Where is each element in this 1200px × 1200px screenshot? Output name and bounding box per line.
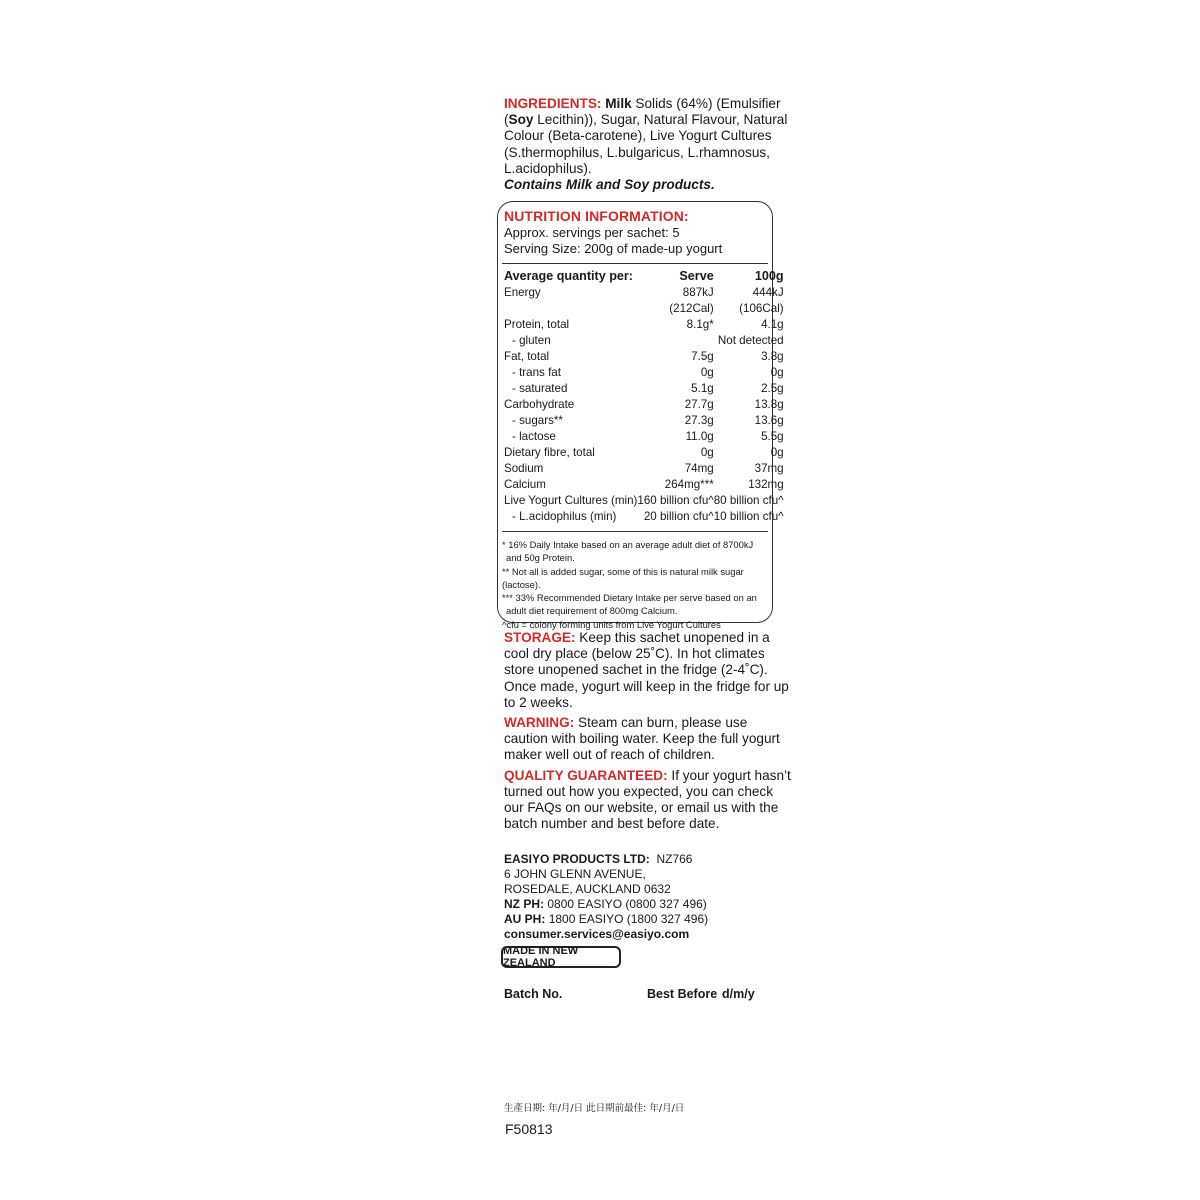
- per-serve-value: 0g: [700, 366, 714, 379]
- per-serve-value: 160 billion cfu^: [637, 494, 714, 507]
- table-header-row: Average quantity per: Serve 100g: [504, 269, 784, 283]
- table-row: [504, 477, 784, 493]
- table-row: [504, 493, 784, 509]
- nutrient-name: - saturated: [512, 382, 568, 395]
- table-row: [504, 461, 784, 477]
- company-details: EASIYO PRODUCTS LTD: NZ766 6 JOHN GLENN AVENUE, ROSEDALE, AUCKLAND 0632 NZ PH: 0800 EASIYO (0800 327 496) AU PH: 1800 EASIYO (1800 327 496) consumer.services@easiyo.com: [504, 852, 709, 941]
- per-serve-value: 5.1g: [691, 382, 714, 395]
- ingredients-section: [504, 96, 794, 193]
- ingredients-paragraph: INGREDIENTS: Milk Solids (64%) (Emulsifier (Soy Lecithin)), Sugar, Natural Flavour, Natural Colour (Beta-carotene), Live Yogurt Cultures (S.thermophilus, L.bulgaricus, L.rhamnosus, L.acidophilus).: [504, 96, 788, 176]
- batch-label: Batch No.: [504, 987, 563, 1001]
- allergen-statement: Contains Milk and Soy products.: [504, 177, 715, 193]
- per-serve-value: 74mg: [684, 462, 714, 475]
- nutrient-name: Calcium: [504, 478, 546, 491]
- footnote-line: ** Not all is added sugar, some of this is natural milk sugar (lactose).: [502, 565, 744, 590]
- quality-paragraph: QUALITY GUARANTEED: If your yogurt hasn’t turned out how you expected, you can check our FAQs on our website, or email us with the batch number and best before date.: [504, 767, 791, 832]
- per-100g-value: 37mg: [754, 462, 784, 475]
- storage-heading: STORAGE:: [504, 630, 576, 645]
- per-100g-value: 132mg: [748, 478, 784, 491]
- per-serve-value: 11.0g: [685, 430, 714, 443]
- per-serve-value: (212Cal): [669, 302, 714, 315]
- nutrient-name: Protein, total: [504, 318, 570, 331]
- address-line: 6 JOHN GLENN AVENUE,: [504, 867, 646, 881]
- nutrient-name: Fat, total: [504, 350, 550, 363]
- nutrition-title: NUTRITION INFORMATION:: [504, 208, 689, 224]
- company-code: NZ766: [656, 852, 693, 866]
- per-100g-value: Not detected: [717, 334, 784, 347]
- warning-heading: WARNING:: [504, 715, 575, 731]
- table-row: [504, 429, 784, 445]
- table-row: [504, 381, 784, 397]
- per-serve-value: 7.5g: [691, 350, 714, 363]
- table-row: [504, 301, 784, 317]
- per-100g-value: 2.5g: [761, 382, 784, 395]
- servings-per-pack: Approx. servings per sachet: 5: [504, 225, 680, 240]
- table-row: [504, 413, 784, 429]
- warning-paragraph: WARNING: Steam can burn, please use caution with boiling water. Keep the full yogurt maker well out of reach of children.: [504, 715, 780, 763]
- per-serve-value: 887kJ: [682, 286, 714, 299]
- made-in-badge: MADE IN NEW ZEALAND: [501, 946, 621, 968]
- table-row: [504, 349, 784, 365]
- per-100g-value: 5.5g: [761, 430, 784, 443]
- nutrition-footnotes: [502, 538, 772, 631]
- ingredients-heading: INGREDIENTS:: [504, 96, 602, 111]
- nutrient-name: Dietary fibre, total: [504, 446, 595, 459]
- table-row: [504, 509, 784, 525]
- per-100g-value: 10 billion cfu^: [713, 510, 784, 523]
- per-100g-value: 3.8g: [761, 350, 784, 363]
- per-100g-value: 4.1g: [761, 318, 784, 331]
- company-name: EASIYO PRODUCTS LTD:: [504, 852, 650, 866]
- table-row: [504, 333, 784, 349]
- table-row: [504, 285, 784, 301]
- address-line: ROSEDALE, AUCKLAND 0632: [504, 882, 671, 896]
- footnote-line: ^cfu = colony forming units from Live Yogurt Cultures: [502, 618, 721, 630]
- per-100g-value: 80 billion cfu^: [713, 494, 784, 507]
- serving-size: Serving Size: 200g of made-up yogurt: [504, 241, 723, 256]
- nutrient-name: - L.acidophilus (min): [512, 510, 617, 523]
- nutrient-name: - sugars**: [512, 414, 563, 427]
- quality-heading: QUALITY GUARANTEED:: [504, 767, 668, 783]
- table-row: [504, 445, 784, 461]
- per-100g-value: 13.6g: [754, 414, 784, 427]
- per-serve-value: 27.3g: [684, 414, 714, 427]
- nutrient-name: - lactose: [512, 430, 556, 443]
- per-serve-value: 20 billion cfu^: [643, 510, 714, 523]
- table-row: [504, 365, 784, 381]
- nutrient-name: - gluten: [512, 334, 551, 347]
- footnote-line: * 16% Daily Intake based on an average adult diet of 8700kJ: [502, 539, 754, 550]
- divider: [502, 531, 768, 532]
- divider: [502, 263, 768, 264]
- per-100g-value: 13.8g: [754, 398, 784, 411]
- per-serve-value: 8.1g*: [686, 318, 714, 331]
- per-100g-value: (106Cal): [739, 302, 784, 315]
- per-serve-value: 27.7g: [684, 398, 714, 411]
- per-100g-value: 0g: [770, 366, 784, 379]
- nutrient-name: - trans fat: [512, 366, 561, 379]
- nutrient-name: Sodium: [504, 462, 544, 475]
- per-serve-value: [637, 333, 713, 349]
- per-serve-value: 0g: [700, 446, 714, 459]
- nz-phone: 0800 EASIYO (0800 327 496): [547, 897, 707, 911]
- email-address: consumer.services@easiyo.com: [504, 927, 690, 941]
- product-code: F50813: [505, 1121, 553, 1137]
- nutrient-name: [504, 301, 637, 317]
- nutrient-name: Energy: [504, 286, 541, 299]
- au-phone: 1800 EASIYO (1800 327 496): [548, 912, 709, 926]
- nutrient-name: Live Yogurt Cultures (min): [504, 494, 638, 507]
- nutrition-table: [504, 268, 784, 525]
- nutrition-panel: [497, 201, 784, 630]
- best-before-label: Best Before: [647, 987, 718, 1001]
- footnote-line: *** 33% Recommended Dietary Intake per serve based on an: [502, 592, 757, 604]
- nutrient-name: Carbohydrate: [504, 398, 575, 411]
- footnote-line: adult diet requirement of 800mg Calcium.: [506, 605, 678, 617]
- best-before-format: d/m/y: [722, 987, 755, 1001]
- chinese-date-labels: 生產日期: 年/月/日 此日期前最佳: 年/月/日: [504, 1103, 685, 1114]
- per-100g-value: 444kJ: [752, 286, 784, 299]
- table-row: [504, 317, 784, 333]
- storage-paragraph: STORAGE: Keep this sachet unopened in a cool dry place (below 25˚C). In hot climates store unopened sachet in the fridge (2-4˚C). Once made, yogurt will keep in the fridge for up to 2 weeks.: [504, 630, 789, 710]
- per-100g-value: 0g: [770, 446, 784, 459]
- footnote-line: and 50g Protein.: [506, 552, 575, 564]
- info-section: [504, 630, 794, 832]
- per-serve-value: 264mg***: [664, 478, 714, 491]
- table-row: [504, 397, 784, 413]
